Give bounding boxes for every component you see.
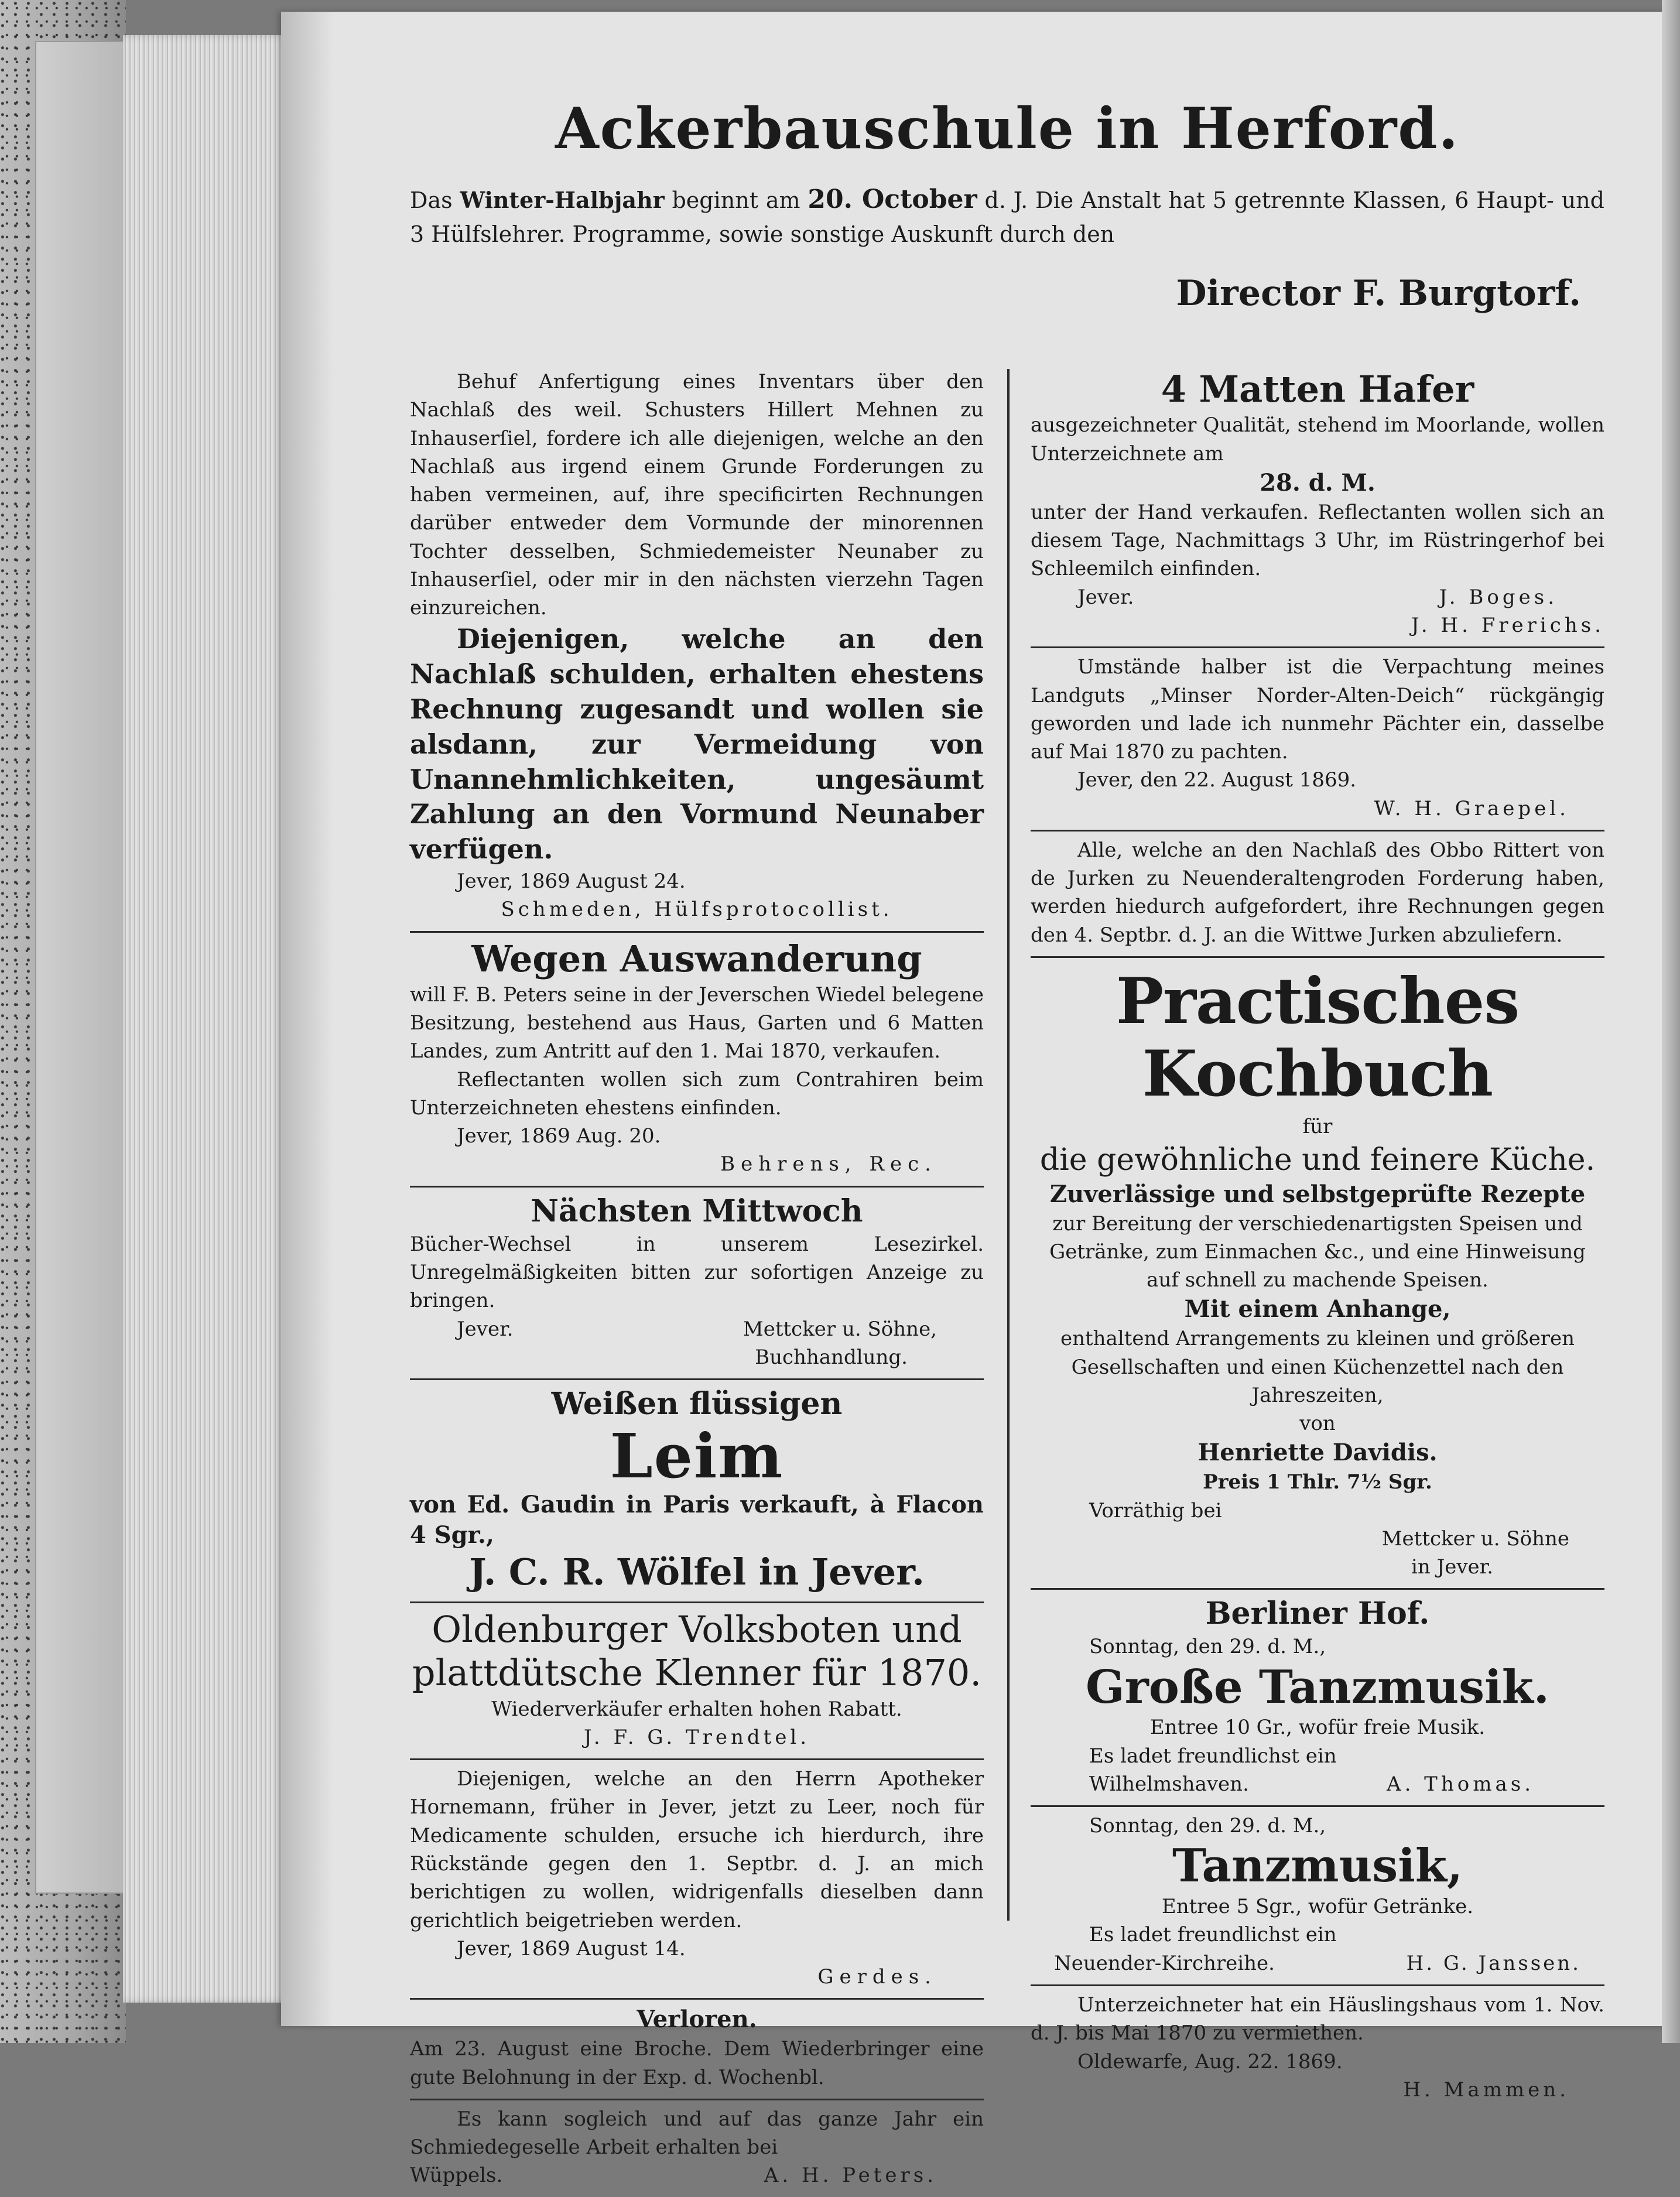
gutter-shadow xyxy=(281,12,334,2026)
auswanderung-heading: Wegen Auswanderung xyxy=(471,937,922,980)
inventar-notice xyxy=(410,363,984,933)
tanz2-event: Tanzmusik, xyxy=(1172,1839,1463,1893)
kochbuch-bold2: Mit einem Anhange, xyxy=(1184,1295,1451,1323)
kochbuch-seller1: Mettcker u. Söhne xyxy=(1381,1527,1569,1551)
mittwoch-sign2: Buchhandlung. xyxy=(755,1345,908,1369)
schmied-notice xyxy=(410,2100,984,2197)
auswanderung-date: Jever, 1869 Aug. 20. xyxy=(457,1124,661,1148)
kochbuch-price: Preis 1 Thlr. 7½ Sgr. xyxy=(1203,1470,1432,1494)
volksboten-text: Wiederverkäufer erhalten hohen Rabatt. xyxy=(491,1697,902,1721)
schmied-text: Es kann sogleich und auf das ganze Jahr ein Schmiedegeselle Arbeit erhalten bei xyxy=(410,2107,984,2160)
inventar-text: Behuf Anfertigung eines Inventars über den Nachlaß des weil. Schusters Hillert Mehnen zu Inhauserſiel, fordere ich alle diejenigen, welche an den Nachlaß aus irgend einem Grunde Forderungen zu haben vermeinen, auf, ihre specificirten Rechnungen darüber entweder dem Vormunde der minorennen Tochter desselben, Schmiedemeister Neunaber zu Inhauserſiel, oder mir in den nächsten vierzehn Tagen einzureichen. xyxy=(410,370,984,620)
hornemann-notice xyxy=(410,1760,984,2000)
deich-text: Umstände halber ist die Verpachtung meines Landguts „Minser Norder-Alten-Deich“ rückgängig geworden und lade ich nunmehr Pächter ein, dasselbe auf Mai 1870 zu pachten. xyxy=(1031,655,1604,764)
school-advert xyxy=(410,95,1604,314)
haeusling-date: Oldewarfe, Aug. 22. 1869. xyxy=(1077,2049,1343,2073)
auswanderung-sign: Behrens, Rec. xyxy=(720,1152,937,1176)
tanz2-entree: Entree 5 Sgr., wofür Getränke. xyxy=(1161,1895,1474,1919)
hafer-sign-row xyxy=(1031,583,1604,611)
tanz2-date: Sonntag, den 29. d. M., xyxy=(1089,1814,1326,1838)
left-column xyxy=(410,363,984,2197)
berliner-heading: Berliner Hof. xyxy=(1205,1596,1430,1632)
right-column xyxy=(1031,363,1604,2111)
berliner-event: Große Tanzmusik. xyxy=(1086,1660,1549,1714)
hafer-heading: 4 Matten Hafer xyxy=(1161,368,1474,410)
volksboten-advert xyxy=(410,1603,984,1760)
tanz2-sign: H. G. Janssen. xyxy=(1406,1951,1581,1975)
mittwoch-notice xyxy=(410,1188,984,1380)
schmied-place: Wüppels. xyxy=(410,2164,503,2188)
page-content xyxy=(410,95,1604,2188)
berliner-sign-row xyxy=(1031,1770,1604,1798)
hafer-date: 28. d. M. xyxy=(1260,468,1376,497)
volksboten-sign: J. F. G. Trendtel. xyxy=(583,1725,810,1749)
inventar-sign: Schmeden, Hülfsprotocollist. xyxy=(501,898,893,922)
hafer-place: Jever. xyxy=(1077,585,1134,609)
kochbuch-text1: zur Bereitung der verschiedenartigsten Speisen und Getränke, zum Einmachen &c., und eine Hinweisung auf schnell zu machende Speisen. xyxy=(1049,1212,1586,1292)
berliner-hof-advert xyxy=(1031,1590,1604,1807)
school-text-e: d. J. Die Anstalt hat 5 getrennte Klassen, 6 Haupt- und 3 Hülfslehrer. Programme, sowie sonstige Auskunft durch den xyxy=(410,187,1604,247)
haeusling-sign: H. Mammen. xyxy=(1403,2078,1569,2102)
volksboten-heading: Oldenburger Volksboten und plattdütsche Klenner für 1870. xyxy=(412,1607,982,1695)
kochbuch-sub: die gewöhnliche und feinere Küche. xyxy=(1039,1142,1596,1178)
schmied-sign: A. H. Peters. xyxy=(764,2164,937,2188)
haeusling-text: Unterzeichneter hat ein Häuslingshaus vom 1. Nov. d. J. bis Mai 1870 zu vermiethen. xyxy=(1031,1993,1604,2045)
school-text xyxy=(410,181,1604,251)
verloren-notice xyxy=(410,2000,984,2100)
kochbuch-text2: enthaltend Arrangements zu kleinen und größeren Gesellschaften und einen Küchenzettel nach den Jahreszeiten, xyxy=(1060,1327,1575,1407)
column-divider xyxy=(1007,369,1010,1921)
hafer-advert xyxy=(1031,363,1604,648)
mittwoch-text: Bücher-Wechsel in unserem Lesezirkel. Unregelmäßigkeiten bitten zur sofortigen Anzeige zu bringen. xyxy=(410,1232,984,1313)
school-text-a: Das xyxy=(410,187,460,213)
director-signature: Director F. Burgtorf. xyxy=(1176,272,1581,314)
jurken-text: Alle, welche an den Nachlaß des Obbo Rittert von de Jurken zu Neuenderaltengroden Forderung haben, werden hiedurch aufgefordert, ihre Rechnungen gegen den 4. Septbr. d. J. an die Wittwe Jurken abzuliefern. xyxy=(1031,838,1604,947)
hafer-sign1: J. Boges. xyxy=(1439,585,1558,609)
mittwoch-sign-row xyxy=(410,1315,984,1343)
kochbuch-bold1: Zuverlässige und selbstgeprüfte Rezepte xyxy=(1049,1180,1586,1208)
leim-text: von Ed. Gaudin in Paris verkauft, à Flacon 4 Sgr., xyxy=(410,1491,984,1549)
school-text-d: 20. October xyxy=(808,184,977,214)
kochbuch-author: Henriette Davidis. xyxy=(1197,1439,1438,1467)
mittwoch-place: Jever. xyxy=(457,1317,514,1341)
deich-sign: W. H. Graepel. xyxy=(1374,796,1569,820)
kochbuch-von: von xyxy=(1299,1412,1336,1436)
school-text-c: beginnt am xyxy=(664,187,808,213)
kochbuch-advert xyxy=(1031,958,1604,1590)
school-title: Ackerbauschule in Herford. xyxy=(555,95,1459,162)
book-cover-board xyxy=(35,41,125,1894)
facing-page-edge xyxy=(1662,0,1680,2043)
tanz2-place: Neuender-Kirchreihe. xyxy=(1054,1951,1275,1975)
schmied-sign-row xyxy=(410,2161,984,2189)
leim-heading1: Weißen flüssigen xyxy=(551,1386,843,1422)
verloren-heading: Verloren. xyxy=(637,2006,757,2034)
page-stack-edges xyxy=(123,35,293,2003)
haeusling-notice xyxy=(1031,1986,1604,2111)
jurken-notice xyxy=(1031,831,1604,958)
leim-heading2: Leim xyxy=(610,1420,784,1493)
inventar-bold: Diejenigen, welche an den Nachlaß schulden, erhalten ehestens Rechnung zugesandt und wollen sie alsdann, zur Vermeidung von Unannehmlichkeiten, ungesäumt Zahlung an den Vormund Neunaber verfügen. xyxy=(410,623,984,865)
hafer-sign2: J. H. Frerichs. xyxy=(1411,613,1604,637)
berliner-sign: A. Thomas. xyxy=(1387,1772,1534,1796)
tanz2-invite: Es ladet freundlichst ein xyxy=(1089,1923,1337,1947)
mittwoch-sign1: Mettcker u. Söhne, xyxy=(743,1317,937,1341)
hornemann-sign: Gerdes. xyxy=(817,1965,937,1989)
hornemann-text: Diejenigen, welche an den Herrn Apotheker Hornemann, früher in Jever, jetzt zu Leer, noch für Medicamente schulden, ersuche ich hierdurch, ihre Rückstände gegen den 1. Septbr. d. J. an mich berichtigen zu wollen, widrigenfalls dieselben dann gerichtlich beigetrieben werden. xyxy=(410,1767,984,1932)
inventar-date: Jever, 1869 August 24. xyxy=(457,869,686,893)
hafer-text2: unter der Hand verkaufen. Reflectanten wollen sich an diesem Tage, Nachmittags 3 Uhr, im Rüstringerhof bei Schleemilch einfinden. xyxy=(1031,500,1604,581)
deich-date: Jever, den 22. August 1869. xyxy=(1077,768,1357,792)
leim-seller: J. C. R. Wölfel in Jever. xyxy=(469,1551,925,1594)
berliner-place: Wilhelmshaven. xyxy=(1089,1772,1249,1796)
auswanderung-text2: Reflectanten wollen sich zum Contrahiren beim Unterzeichneten ehestens einfinden. xyxy=(410,1067,984,1120)
kochbuch-stock: Vorräthig bei xyxy=(1089,1498,1222,1522)
berliner-entree: Entree 10 Gr., wofür freie Musik. xyxy=(1149,1716,1486,1740)
leim-advert xyxy=(410,1380,984,1603)
verloren-text: Am 23. August eine Broche. Dem Wiederbringer eine gute Belohnung in der Exp. d. Wochenbl. xyxy=(410,2037,984,2089)
berliner-date: Sonntag, den 29. d. M., xyxy=(1089,1635,1326,1659)
kochbuch-title: Practisches Kochbuch xyxy=(1116,964,1520,1111)
auswanderung-notice xyxy=(410,933,984,1188)
auswanderung-text: will F. B. Peters seine in der Jeverschen Wiedel belegene Besitzung, bestehend aus Haus, Garten und 6 Matten Landes, zum Antritt auf den 1. Mai 1870, verkaufen. xyxy=(410,983,984,1063)
hornemann-date: Jever, 1869 August 14. xyxy=(457,1936,686,1960)
school-text-b: Winter-Halbjahr xyxy=(460,186,665,213)
tanz2-sign-row xyxy=(1031,1949,1604,1977)
kochbuch-seller2: in Jever. xyxy=(1411,1555,1493,1579)
tanzmusik-advert xyxy=(1031,1807,1604,1986)
hafer-text: ausgezeichneter Qualität, stehend im Moorlande, wollen Unterzeichnete am xyxy=(1031,413,1604,466)
mittwoch-heading: Nächsten Mittwoch xyxy=(531,1193,863,1229)
deich-notice xyxy=(1031,648,1604,831)
kochbuch-fuer: für xyxy=(1302,1115,1333,1139)
berliner-invite: Es ladet freundlichst ein xyxy=(1089,1744,1337,1768)
